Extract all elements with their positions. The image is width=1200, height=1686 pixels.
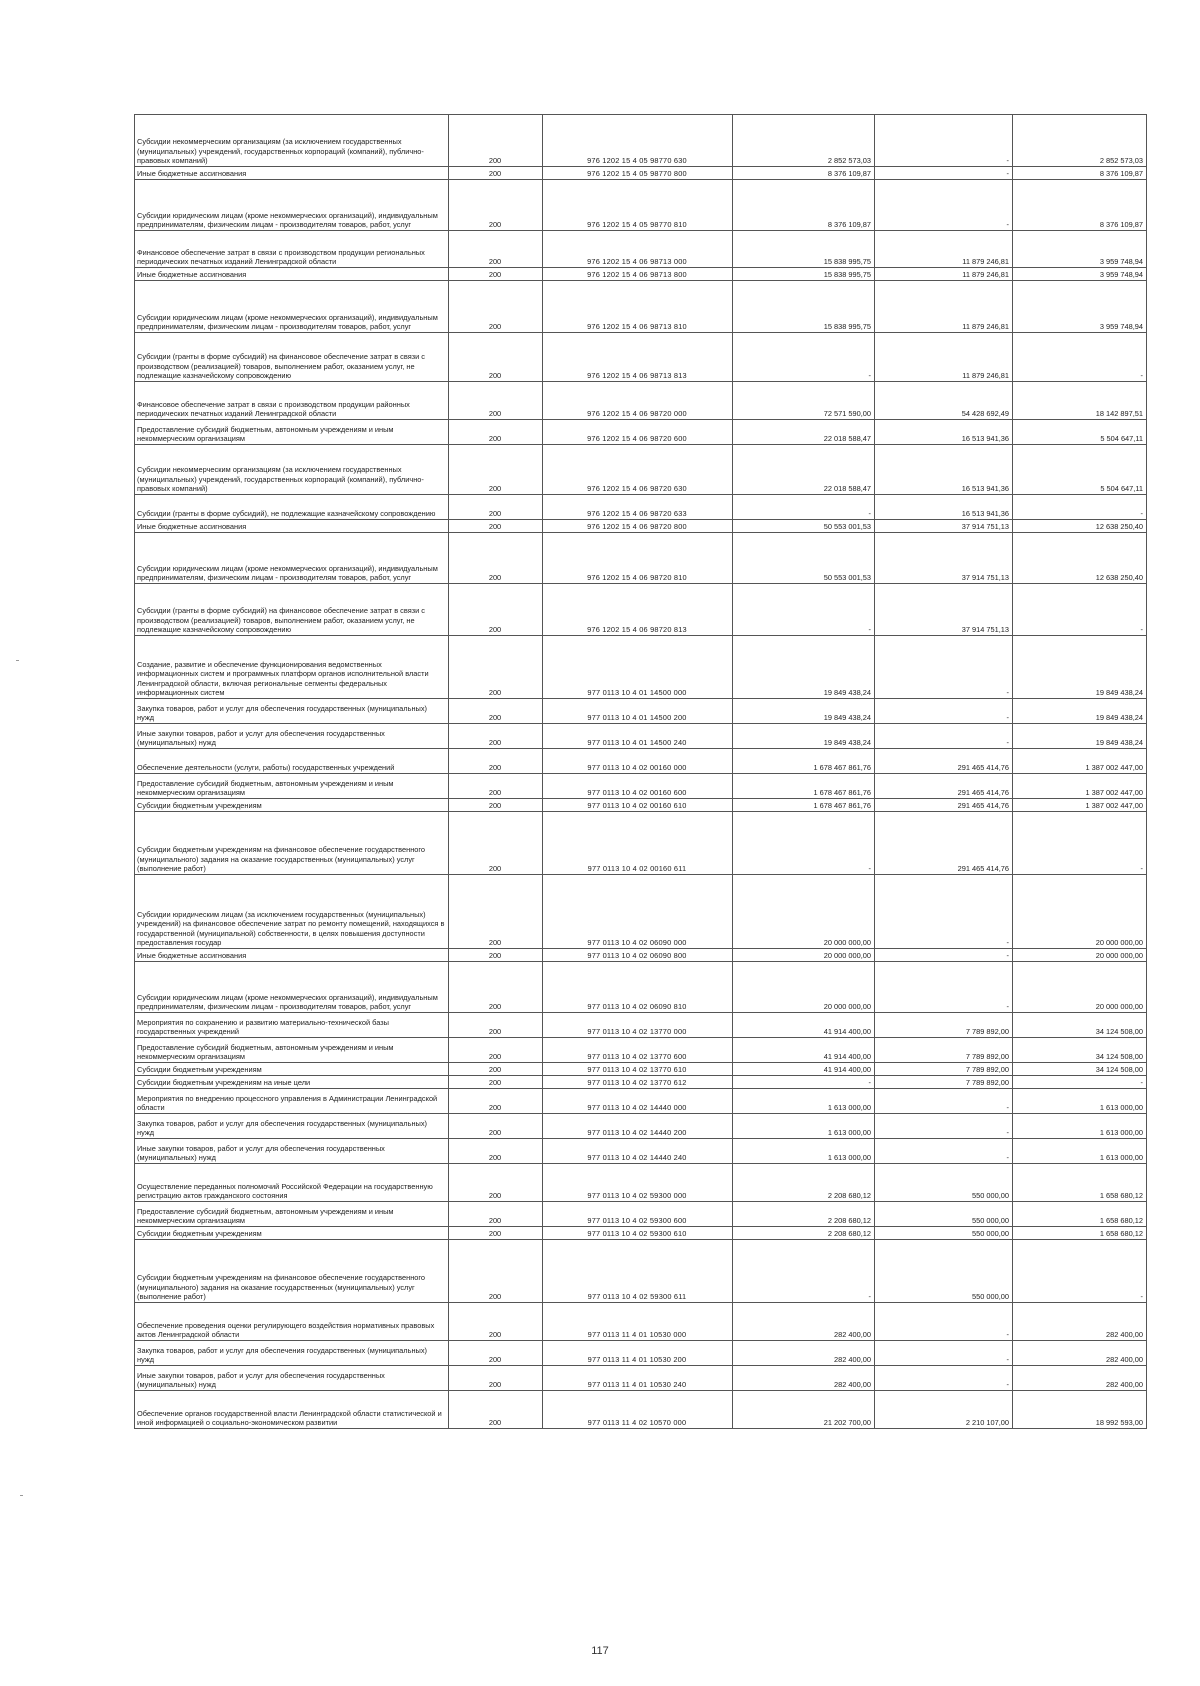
executed-amount-cell: 291 465 414,76	[875, 774, 1013, 799]
executed-amount-cell: -	[875, 636, 1013, 699]
approved-amount-cell: 41 914 400,00	[733, 1038, 875, 1063]
line-code-cell: 200	[449, 167, 543, 180]
unexecuted-amount-cell: 5 504 647,11	[1013, 445, 1147, 495]
budget-classification-code-cell: 977 0113 10 4 02 06090 000	[543, 875, 733, 949]
approved-amount-cell: 282 400,00	[733, 1341, 875, 1366]
line-code-cell: 200	[449, 799, 543, 812]
line-code-cell: 200	[449, 812, 543, 875]
unexecuted-amount-cell: 8 376 109,87	[1013, 180, 1147, 231]
executed-amount-cell: -	[875, 1114, 1013, 1139]
executed-amount-cell: 550 000,00	[875, 1202, 1013, 1227]
line-code-cell: 200	[449, 949, 543, 962]
expense-name-cell: Иные закупки товаров, работ и услуг для обеспечения государственных (муниципальных) нужд	[135, 724, 449, 749]
expense-name-cell: Финансовое обеспечение затрат в связи с производством продукции районных периодических печатных изданий Ленинградской области	[135, 382, 449, 420]
unexecuted-amount-cell: 1 658 680,12	[1013, 1227, 1147, 1240]
budget-classification-code-cell: 977 0113 10 4 02 14440 000	[543, 1089, 733, 1114]
expense-name-cell: Иные бюджетные ассигнования	[135, 520, 449, 533]
table-row	[135, 533, 1147, 584]
table-row	[135, 1341, 1147, 1366]
budget-classification-code-cell: 976 1202 15 4 06 98720 800	[543, 520, 733, 533]
executed-amount-cell: 550 000,00	[875, 1240, 1013, 1303]
budget-classification-code-cell: 976 1202 15 4 06 98720 600	[543, 420, 733, 445]
budget-classification-code-cell: 976 1202 15 4 06 98720 810	[543, 533, 733, 584]
table-row	[135, 167, 1147, 180]
approved-amount-cell: 20 000 000,00	[733, 962, 875, 1013]
budget-classification-code-cell: 977 0113 10 4 02 13770 610	[543, 1063, 733, 1076]
table-row	[135, 231, 1147, 268]
executed-amount-cell: 37 914 751,13	[875, 584, 1013, 636]
line-code-cell: 200	[449, 1076, 543, 1089]
line-code-cell: 200	[449, 1139, 543, 1164]
expense-name-cell: Закупка товаров, работ и услуг для обеспечения государственных (муниципальных) нужд	[135, 1341, 449, 1366]
unexecuted-amount-cell: -	[1013, 584, 1147, 636]
approved-amount-cell: 22 018 588,47	[733, 420, 875, 445]
unexecuted-amount-cell: 1 387 002 447,00	[1013, 799, 1147, 812]
expense-name-cell: Осуществление переданных полномочий Российской Федерации на государственную регистрацию актов гражданского состояния	[135, 1164, 449, 1202]
approved-amount-cell: 282 400,00	[733, 1366, 875, 1391]
unexecuted-amount-cell: -	[1013, 812, 1147, 875]
line-code-cell: 200	[449, 875, 543, 949]
approved-amount-cell: 1 678 467 861,76	[733, 749, 875, 774]
line-code-cell: 200	[449, 584, 543, 636]
unexecuted-amount-cell: 2 852 573,03	[1013, 115, 1147, 167]
table-row	[135, 1303, 1147, 1341]
line-code-cell: 200	[449, 115, 543, 167]
line-code-cell: 200	[449, 1038, 543, 1063]
approved-amount-cell: -	[733, 1240, 875, 1303]
table-row	[135, 1366, 1147, 1391]
executed-amount-cell: -	[875, 167, 1013, 180]
unexecuted-amount-cell: 18 142 897,51	[1013, 382, 1147, 420]
approved-amount-cell: -	[733, 812, 875, 875]
line-code-cell: 200	[449, 281, 543, 333]
expense-name-cell: Финансовое обеспечение затрат в связи с производством продукции региональных периодических печатных изданий Ленинградской области	[135, 231, 449, 268]
budget-classification-code-cell: 977 0113 10 4 01 14500 000	[543, 636, 733, 699]
line-code-cell: 200	[449, 180, 543, 231]
executed-amount-cell: -	[875, 949, 1013, 962]
budget-classification-code-cell: 977 0113 10 4 02 59300 611	[543, 1240, 733, 1303]
table-row	[135, 636, 1147, 699]
unexecuted-amount-cell: 19 849 438,24	[1013, 699, 1147, 724]
expense-name-cell: Субсидии некоммерческим организациям (за исключением государственных (муниципальных) учреждений, государственных корпораций (компаний), публично-правовых компаний)	[135, 115, 449, 167]
table-row	[135, 812, 1147, 875]
unexecuted-amount-cell: 34 124 508,00	[1013, 1013, 1147, 1038]
line-code-cell: 200	[449, 1114, 543, 1139]
budget-classification-code-cell: 976 1202 15 4 06 98713 813	[543, 333, 733, 382]
table-row	[135, 799, 1147, 812]
unexecuted-amount-cell: 5 504 647,11	[1013, 420, 1147, 445]
table-row	[135, 281, 1147, 333]
expense-name-cell: Субсидии бюджетным учреждениям	[135, 1227, 449, 1240]
approved-amount-cell: 20 000 000,00	[733, 949, 875, 962]
executed-amount-cell: 11 879 246,81	[875, 333, 1013, 382]
budget-classification-code-cell: 977 0113 11 4 01 10530 200	[543, 1341, 733, 1366]
executed-amount-cell: -	[875, 1366, 1013, 1391]
expense-name-cell: Субсидии некоммерческим организациям (за исключением государственных (муниципальных) учреждений, государственных корпораций (компаний), публично-правовых компаний)	[135, 445, 449, 495]
budget-classification-code-cell: 977 0113 10 4 02 59300 600	[543, 1202, 733, 1227]
executed-amount-cell: 291 465 414,76	[875, 749, 1013, 774]
line-code-cell: 200	[449, 1089, 543, 1114]
table-row	[135, 333, 1147, 382]
unexecuted-amount-cell: -	[1013, 495, 1147, 520]
budget-classification-code-cell: 976 1202 15 4 06 98713 800	[543, 268, 733, 281]
executed-amount-cell: 11 879 246,81	[875, 268, 1013, 281]
line-code-cell: 200	[449, 420, 543, 445]
unexecuted-amount-cell: 1 387 002 447,00	[1013, 749, 1147, 774]
expense-name-cell: Субсидии юридическим лицам (кроме некоммерческих организаций), индивидуальным предпринимателям, физическим лицам - производителям товаров, работ, услуг	[135, 533, 449, 584]
unexecuted-amount-cell: -	[1013, 1076, 1147, 1089]
executed-amount-cell: 291 465 414,76	[875, 812, 1013, 875]
expense-name-cell: Субсидии бюджетным учреждениям	[135, 1063, 449, 1076]
unexecuted-amount-cell: 12 638 250,40	[1013, 533, 1147, 584]
line-code-cell: 200	[449, 268, 543, 281]
approved-amount-cell: 50 553 001,53	[733, 533, 875, 584]
line-code-cell: 200	[449, 1240, 543, 1303]
expense-name-cell: Субсидии юридическим лицам (кроме некоммерческих организаций), индивидуальным предпринимателям, физическим лицам - производителям товаров, работ, услуг	[135, 180, 449, 231]
executed-amount-cell: 7 789 892,00	[875, 1076, 1013, 1089]
unexecuted-amount-cell: 3 959 748,94	[1013, 281, 1147, 333]
expense-name-cell: Предоставление субсидий бюджетным, автономным учреждениям и иным некоммерческим организациям	[135, 1038, 449, 1063]
line-code-cell: 200	[449, 774, 543, 799]
budget-classification-code-cell: 977 0113 10 4 02 06090 810	[543, 962, 733, 1013]
table-row	[135, 1227, 1147, 1240]
approved-amount-cell: 72 571 590,00	[733, 382, 875, 420]
page-number: 117	[591, 1645, 609, 1657]
budget-classification-code-cell: 977 0113 10 4 02 06090 800	[543, 949, 733, 962]
expense-name-cell: Субсидии бюджетным учреждениям	[135, 799, 449, 812]
expense-name-cell: Субсидии (гранты в форме субсидий) на финансовое обеспечение затрат в связи с производством (реализацией) товаров, выполнением работ, оказанием услуг, не подлежащие казначейскому сопровождению	[135, 333, 449, 382]
unexecuted-amount-cell: 282 400,00	[1013, 1341, 1147, 1366]
approved-amount-cell: 21 202 700,00	[733, 1391, 875, 1429]
line-code-cell: 200	[449, 1202, 543, 1227]
approved-amount-cell: -	[733, 1076, 875, 1089]
line-code-cell: 200	[449, 533, 543, 584]
executed-amount-cell: 550 000,00	[875, 1227, 1013, 1240]
approved-amount-cell: 1 613 000,00	[733, 1139, 875, 1164]
line-code-cell: 200	[449, 749, 543, 774]
executed-amount-cell: -	[875, 1089, 1013, 1114]
approved-amount-cell: 15 838 995,75	[733, 281, 875, 333]
unexecuted-amount-cell: 20 000 000,00	[1013, 962, 1147, 1013]
executed-amount-cell: 16 513 941,36	[875, 495, 1013, 520]
budget-classification-code-cell: 976 1202 15 4 06 98720 813	[543, 584, 733, 636]
expense-name-cell: Мероприятия по сохранению и развитию материально-технической базы государственных учреждений	[135, 1013, 449, 1038]
table-row	[135, 495, 1147, 520]
table-row	[135, 115, 1147, 167]
budget-classification-code-cell: 976 1202 15 4 06 98713 810	[543, 281, 733, 333]
unexecuted-amount-cell: 20 000 000,00	[1013, 949, 1147, 962]
line-code-cell: 200	[449, 636, 543, 699]
budget-classification-code-cell: 977 0113 10 4 02 13770 612	[543, 1076, 733, 1089]
budget-classification-code-cell: 976 1202 15 4 06 98713 000	[543, 231, 733, 268]
table-row	[135, 749, 1147, 774]
table-body	[135, 115, 1147, 1429]
approved-amount-cell: 8 376 109,87	[733, 167, 875, 180]
approved-amount-cell: 2 208 680,12	[733, 1202, 875, 1227]
executed-amount-cell: -	[875, 1341, 1013, 1366]
expense-name-cell: Иные бюджетные ассигнования	[135, 949, 449, 962]
expense-name-cell: Закупка товаров, работ и услуг для обеспечения государственных (муниципальных) нужд	[135, 699, 449, 724]
executed-amount-cell: 16 513 941,36	[875, 445, 1013, 495]
approved-amount-cell: 2 208 680,12	[733, 1227, 875, 1240]
unexecuted-amount-cell: 3 959 748,94	[1013, 231, 1147, 268]
line-code-cell: 200	[449, 382, 543, 420]
approved-amount-cell: 20 000 000,00	[733, 875, 875, 949]
expense-name-cell: Субсидии бюджетным учреждениям на иные цели	[135, 1076, 449, 1089]
table-row	[135, 1013, 1147, 1038]
approved-amount-cell: -	[733, 584, 875, 636]
unexecuted-amount-cell: 1 613 000,00	[1013, 1089, 1147, 1114]
budget-classification-code-cell: 977 0113 11 4 02 10570 000	[543, 1391, 733, 1429]
executed-amount-cell: 7 789 892,00	[875, 1063, 1013, 1076]
expense-name-cell: Субсидии бюджетным учреждениям на финансовое обеспечение государственного (муниципального) задания на оказание государственных (муниципальных) услуг (выполнение работ)	[135, 812, 449, 875]
line-code-cell: 200	[449, 1063, 543, 1076]
executed-amount-cell: 37 914 751,13	[875, 533, 1013, 584]
table-row	[135, 584, 1147, 636]
line-code-cell: 200	[449, 231, 543, 268]
approved-amount-cell: 19 849 438,24	[733, 699, 875, 724]
expense-name-cell: Создание, развитие и обеспечение функционирования ведомственных информационных систем и программных платформ органов исполнительной власти Ленинградской области, включая региональные сегменты федеральных информационных систем	[135, 636, 449, 699]
budget-classification-code-cell: 977 0113 10 4 02 13770 600	[543, 1038, 733, 1063]
budget-classification-code-cell: 977 0113 11 4 01 10530 000	[543, 1303, 733, 1341]
line-code-cell: 200	[449, 1341, 543, 1366]
approved-amount-cell: 41 914 400,00	[733, 1063, 875, 1076]
line-code-cell: 200	[449, 699, 543, 724]
scan-mark	[20, 1495, 23, 1496]
unexecuted-amount-cell: 1 658 680,12	[1013, 1164, 1147, 1202]
expense-name-cell: Мероприятия по внедрению процессного управления в Администрации Ленинградской области	[135, 1089, 449, 1114]
approved-amount-cell: 15 838 995,75	[733, 268, 875, 281]
approved-amount-cell: -	[733, 333, 875, 382]
budget-classification-code-cell: 976 1202 15 4 06 98720 630	[543, 445, 733, 495]
unexecuted-amount-cell: 1 613 000,00	[1013, 1139, 1147, 1164]
executed-amount-cell: 550 000,00	[875, 1164, 1013, 1202]
expense-name-cell: Предоставление субсидий бюджетным, автономным учреждениям и иным некоммерческим организациям	[135, 1202, 449, 1227]
table-row	[135, 699, 1147, 724]
table-row	[135, 1063, 1147, 1076]
unexecuted-amount-cell: -	[1013, 333, 1147, 382]
line-code-cell: 200	[449, 520, 543, 533]
executed-amount-cell: 54 428 692,49	[875, 382, 1013, 420]
line-code-cell: 200	[449, 1366, 543, 1391]
executed-amount-cell: 291 465 414,76	[875, 799, 1013, 812]
expense-name-cell: Субсидии юридическим лицам (кроме некоммерческих организаций), индивидуальным предпринимателям, физическим лицам - производителям товаров, работ, услуг	[135, 281, 449, 333]
table-row	[135, 875, 1147, 949]
table-row	[135, 420, 1147, 445]
expense-name-cell: Обеспечение органов государственной власти Ленинградской области статистической и иной информацией о социально-экономическом развитии	[135, 1391, 449, 1429]
expense-name-cell: Субсидии бюджетным учреждениям на финансовое обеспечение государственного (муниципального) задания на оказание государственных (муниципальных) услуг (выполнение работ)	[135, 1240, 449, 1303]
table-row	[135, 382, 1147, 420]
line-code-cell: 200	[449, 333, 543, 382]
line-code-cell: 200	[449, 724, 543, 749]
budget-classification-code-cell: 977 0113 10 4 02 14440 200	[543, 1114, 733, 1139]
budget-classification-code-cell: 977 0113 10 4 02 00160 600	[543, 774, 733, 799]
expense-name-cell: Иные бюджетные ассигнования	[135, 167, 449, 180]
table-row	[135, 1076, 1147, 1089]
executed-amount-cell: 16 513 941,36	[875, 420, 1013, 445]
unexecuted-amount-cell: 8 376 109,87	[1013, 167, 1147, 180]
table-row	[135, 1391, 1147, 1429]
table-row	[135, 949, 1147, 962]
approved-amount-cell: 1 678 467 861,76	[733, 774, 875, 799]
table-row	[135, 445, 1147, 495]
budget-classification-code-cell: 976 1202 15 4 06 98720 633	[543, 495, 733, 520]
approved-amount-cell: 19 849 438,24	[733, 636, 875, 699]
unexecuted-amount-cell: 282 400,00	[1013, 1366, 1147, 1391]
budget-classification-code-cell: 976 1202 15 4 06 98720 000	[543, 382, 733, 420]
budget-classification-code-cell: 977 0113 11 4 01 10530 240	[543, 1366, 733, 1391]
executed-amount-cell: 7 789 892,00	[875, 1038, 1013, 1063]
approved-amount-cell: 22 018 588,47	[733, 445, 875, 495]
approved-amount-cell: 8 376 109,87	[733, 180, 875, 231]
budget-classification-code-cell: 977 0113 10 4 02 00160 000	[543, 749, 733, 774]
executed-amount-cell: -	[875, 724, 1013, 749]
budget-classification-code-cell: 977 0113 10 4 02 00160 611	[543, 812, 733, 875]
table-row	[135, 1089, 1147, 1114]
expense-name-cell: Иные бюджетные ассигнования	[135, 268, 449, 281]
unexecuted-amount-cell: 12 638 250,40	[1013, 520, 1147, 533]
expense-name-cell: Субсидии юридическим лицам (кроме некоммерческих организаций), индивидуальным предпринимателям, физическим лицам - производителям товаров, работ, услуг	[135, 962, 449, 1013]
budget-classification-code-cell: 977 0113 10 4 02 00160 610	[543, 799, 733, 812]
line-code-cell: 200	[449, 1227, 543, 1240]
table-row	[135, 268, 1147, 281]
expense-name-cell: Предоставление субсидий бюджетным, автономным учреждениям и иным некоммерческим организациям	[135, 774, 449, 799]
table-row	[135, 962, 1147, 1013]
table-row	[135, 1139, 1147, 1164]
budget-classification-code-cell: 977 0113 10 4 02 14440 240	[543, 1139, 733, 1164]
table-row	[135, 724, 1147, 749]
approved-amount-cell: 282 400,00	[733, 1303, 875, 1341]
executed-amount-cell: -	[875, 1303, 1013, 1341]
expense-name-cell: Закупка товаров, работ и услуг для обеспечения государственных (муниципальных) нужд	[135, 1114, 449, 1139]
executed-amount-cell: 37 914 751,13	[875, 520, 1013, 533]
approved-amount-cell: 19 849 438,24	[733, 724, 875, 749]
unexecuted-amount-cell: 34 124 508,00	[1013, 1063, 1147, 1076]
expense-name-cell: Обеспечение деятельности (услуги, работы) государственных учреждений	[135, 749, 449, 774]
approved-amount-cell: 41 914 400,00	[733, 1013, 875, 1038]
unexecuted-amount-cell: 1 387 002 447,00	[1013, 774, 1147, 799]
approved-amount-cell: 2 852 573,03	[733, 115, 875, 167]
unexecuted-amount-cell: 1 658 680,12	[1013, 1202, 1147, 1227]
executed-amount-cell: 2 210 107,00	[875, 1391, 1013, 1429]
budget-classification-code-cell: 976 1202 15 4 05 98770 800	[543, 167, 733, 180]
unexecuted-amount-cell: 282 400,00	[1013, 1303, 1147, 1341]
executed-amount-cell: -	[875, 115, 1013, 167]
budget-sheet	[134, 114, 1146, 1429]
executed-amount-cell: 7 789 892,00	[875, 1013, 1013, 1038]
scan-mark	[16, 660, 19, 661]
approved-amount-cell: 2 208 680,12	[733, 1164, 875, 1202]
budget-classification-code-cell: 977 0113 10 4 02 59300 610	[543, 1227, 733, 1240]
approved-amount-cell: -	[733, 495, 875, 520]
table-row	[135, 1164, 1147, 1202]
expense-name-cell: Обеспечение проведения оценки регулирующего воздействия нормативных правовых актов Ленинградской области	[135, 1303, 449, 1341]
line-code-cell: 200	[449, 962, 543, 1013]
expense-name-cell: Иные закупки товаров, работ и услуг для обеспечения государственных (муниципальных) нужд	[135, 1366, 449, 1391]
budget-classification-code-cell: 976 1202 15 4 05 98770 810	[543, 180, 733, 231]
unexecuted-amount-cell: 3 959 748,94	[1013, 268, 1147, 281]
line-code-cell: 200	[449, 1303, 543, 1341]
table-row	[135, 1038, 1147, 1063]
line-code-cell: 200	[449, 1391, 543, 1429]
executed-amount-cell: -	[875, 875, 1013, 949]
approved-amount-cell: 1 613 000,00	[733, 1114, 875, 1139]
approved-amount-cell: 50 553 001,53	[733, 520, 875, 533]
approved-amount-cell: 1 613 000,00	[733, 1089, 875, 1114]
executed-amount-cell: -	[875, 962, 1013, 1013]
budget-classification-code-cell: 976 1202 15 4 05 98770 630	[543, 115, 733, 167]
line-code-cell: 200	[449, 1164, 543, 1202]
line-code-cell: 200	[449, 495, 543, 520]
executed-amount-cell: -	[875, 699, 1013, 724]
unexecuted-amount-cell: 19 849 438,24	[1013, 724, 1147, 749]
unexecuted-amount-cell: 20 000 000,00	[1013, 875, 1147, 949]
executed-amount-cell: -	[875, 1139, 1013, 1164]
executed-amount-cell: -	[875, 180, 1013, 231]
expense-name-cell: Иные закупки товаров, работ и услуг для обеспечения государственных (муниципальных) нужд	[135, 1139, 449, 1164]
expense-name-cell: Субсидии (гранты в форме субсидий), не подлежащие казначейскому сопровождению	[135, 495, 449, 520]
unexecuted-amount-cell: 18 992 593,00	[1013, 1391, 1147, 1429]
budget-classification-code-cell: 977 0113 10 4 01 14500 240	[543, 724, 733, 749]
approved-amount-cell: 15 838 995,75	[733, 231, 875, 268]
executed-amount-cell: 11 879 246,81	[875, 231, 1013, 268]
unexecuted-amount-cell: 34 124 508,00	[1013, 1038, 1147, 1063]
line-code-cell: 200	[449, 1013, 543, 1038]
executed-amount-cell: 11 879 246,81	[875, 281, 1013, 333]
table-row	[135, 1240, 1147, 1303]
budget-execution-table	[134, 114, 1147, 1429]
table-row	[135, 520, 1147, 533]
table-row	[135, 774, 1147, 799]
unexecuted-amount-cell: -	[1013, 1240, 1147, 1303]
unexecuted-amount-cell: 1 613 000,00	[1013, 1114, 1147, 1139]
budget-classification-code-cell: 977 0113 10 4 02 59300 000	[543, 1164, 733, 1202]
table-row	[135, 1114, 1147, 1139]
budget-classification-code-cell: 977 0113 10 4 01 14500 200	[543, 699, 733, 724]
expense-name-cell: Субсидии (гранты в форме субсидий) на финансовое обеспечение затрат в связи с производством (реализацией) товаров, выполнением работ, оказанием услуг, не подлежащие казначейскому сопровождению	[135, 584, 449, 636]
expense-name-cell: Субсидии юридическим лицам (за исключением государственных (муниципальных) учреждений) на финансовое обеспечение затрат по ремонту помещений, находящихся в государственной (муниципальной) собственности, в целях повышения доступности предоставления государ	[135, 875, 449, 949]
budget-classification-code-cell: 977 0113 10 4 02 13770 000	[543, 1013, 733, 1038]
approved-amount-cell: 1 678 467 861,76	[733, 799, 875, 812]
unexecuted-amount-cell: 19 849 438,24	[1013, 636, 1147, 699]
table-row	[135, 180, 1147, 231]
expense-name-cell: Предоставление субсидий бюджетным, автономным учреждениям и иным некоммерческим организациям	[135, 420, 449, 445]
table-row	[135, 1202, 1147, 1227]
line-code-cell: 200	[449, 445, 543, 495]
